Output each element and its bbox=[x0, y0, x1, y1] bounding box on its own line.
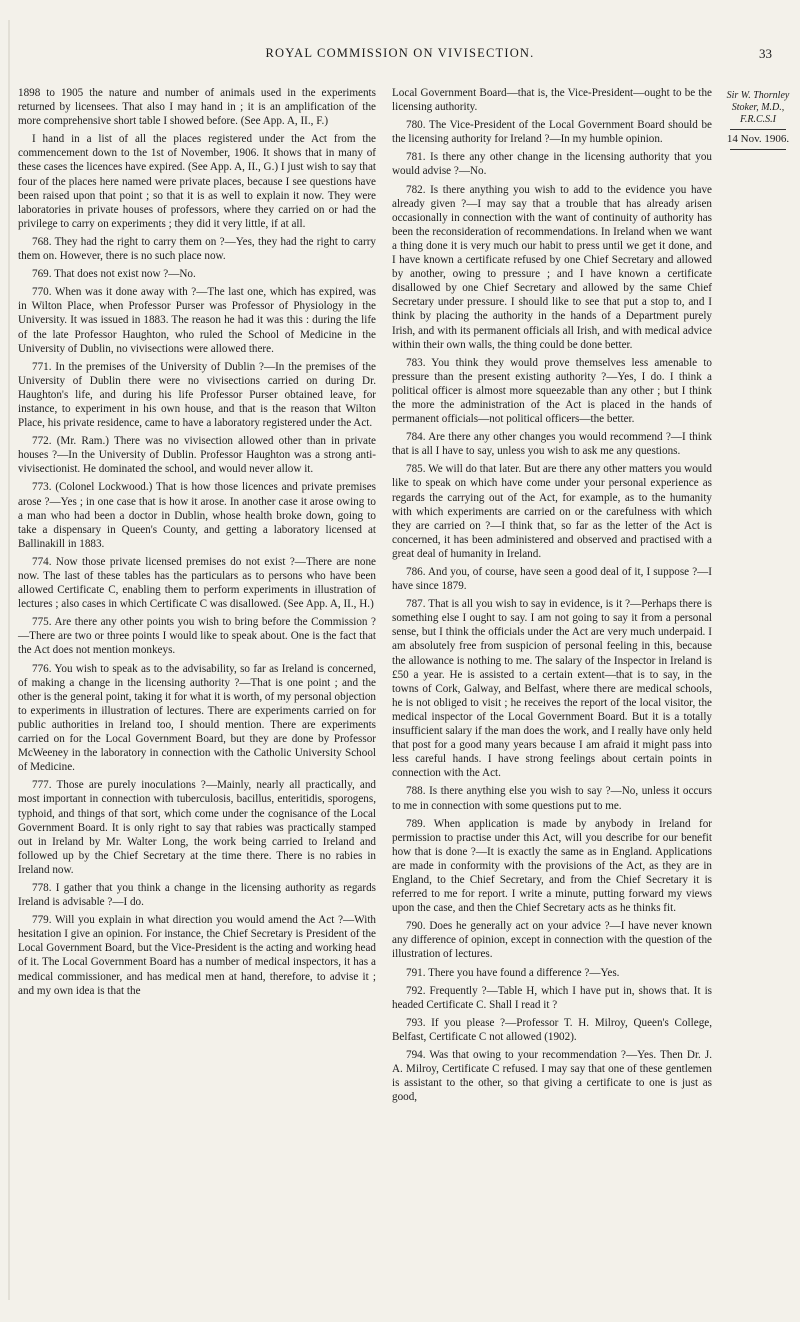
paragraph: 771. In the premises of the University of Dublin ?—In the premises of the University of Dublin there were no vivisections carried on during Dr. Haughton's life, and during his life Professor Purser obtained leave, for instance, to experiment in his own house, and that is the reason that Wilton Place, his private residence, came to have a laboratory registered under the Act. bbox=[18, 360, 376, 430]
paragraph: 787. That is all you wish to say in evidence, is it ?—Perhaps there is something else I ought to say. I am not going to say it from a personal sense, but I think the officials under the Act are very much underpaid. I am absolutely free from suspicion of personal feeling in this, because the allowance is nothing to me. The salary of the Inspector in Ireland is £50 a year. He is assisted to a certain extent—that is to say, in the towns of Cork, Galway, and Belfast, where there are medical schools, he is not obliged to visit ; he receives the report of the local visitor, the medical inspector of the Local Government Board. But it is a totally insufficient salary if the man does the work, and I really have only held that post for a good many years because I am afraid it might pass into less careful hands. I have strong feelings about certain points in connection with the Act. bbox=[392, 598, 712, 780]
paragraph: 793. If you please ?—Professor T. H. Milroy, Queen's College, Belfast, Certificate C not allowed (1902). bbox=[392, 1016, 712, 1043]
paragraph: 773. (Colonel Lockwood.) That is how those licences and private premises arose ?—Yes ; in one case that is how it arose. In another case it arose owing to a man who had been a doctor in Dublin, whose health broke down, going to take a dispensary in Queen's County, and getting a laboratory licensed at Ballinakill in 1883. bbox=[18, 481, 376, 550]
page-header bbox=[0, 46, 800, 62]
divider bbox=[730, 149, 786, 150]
paragraph: 782. Is there anything you wish to add to the evidence you have already given ?—I may say that a trouble that has already arisen occasionally in connection with the want of continuity of authority has been the reconsideration of recommendations. In Ireland when we want a thing done it is very much our habit to press until we get it done, and I have known a certificate refused by one Chief Secretary and allowed by another, owing to pressure ; and I have known a certificate disallowed by one Chief Secretary and allowed by the same Chief Secretary under pressure. I should like to see that put a stop to, and I think by placing the authority in the hands of a Department purely Irish, and with its permanent officials all Irish, and with medical advice within their own walls, the thing could be done better. bbox=[392, 183, 712, 351]
paragraph: 794. Was that owing to your recommendation ?—Yes. Then Dr. J. A. Milroy, Certificate C refused. I may say that one of these gentlemen is assistant to the other, so that giving a certificate to one is just as good, bbox=[392, 1049, 712, 1104]
paragraph: 768. They had the right to carry them on ?—Yes, they had the right to carry them on. However, there is no such place now. bbox=[18, 235, 376, 263]
paragraph: 769. That does not exist now ?—No. bbox=[32, 268, 196, 281]
paragraph: 788. Is there anything else you wish to say ?—No, unless it occurs to me in connection with some questions put to me. bbox=[392, 785, 712, 812]
paragraph: 792. Frequently ?—Table H, which I have put in, shows that. It is headed Certificate C. Shall I read it ? bbox=[392, 984, 712, 1011]
paragraph: 786. And you, of course, have seen a good deal of it, I suppose ?—I have since 1879. bbox=[392, 566, 712, 593]
paragraph: 784. Are there any other changes you would recommend ?—I think that is all I have to say, unless you wish to ask me any questions. bbox=[392, 431, 712, 458]
paragraph: 1898 to 1905 the nature and number of animals used in the experiments returned by licensees. That also I may hand in ; it is an amplification of the more comprehensive short table I showed before. (See App. A, II., F.) bbox=[18, 87, 376, 128]
paragraph: 781. Is there any other change in the licensing authority that you would advise ?—No. bbox=[392, 151, 712, 178]
paragraph: 774. Now those private licensed premises do not exist ?—There are none now. The last of these tables has the particulars as to persons who have been allowed Certificate C, enabling them to perform experiments in illustration of lectures ; also cases in which Certificate C was disallowed. (See App. A, II., H.) bbox=[18, 555, 376, 611]
paragraph: 780. The Vice-President of the Local Government Board should be the licensing authority for Ireland ?—In my humble opinion. bbox=[392, 119, 712, 146]
paragraph: 790. Does he generally act on your advice ?—I have never known any difference of opinion, except in connection with the question of the illustration of lectures. bbox=[392, 920, 712, 961]
witness-margin-note bbox=[722, 90, 794, 153]
paragraph: 777. Those are purely inoculations ?—Mainly, nearly all practically, and most important in connection with tuberculosis, bacillus, enteritidis, sporogens, typhoid, and things of that sort, which come under the cognisance of the Local Government Board. It is only right to say that rabies was practically stamped out in Ireland by Mr. Walter Long, the work being carried to Ireland and followed up by the Chief Secretary at the time there. There is no rabies in Ireland now. bbox=[18, 779, 376, 876]
paragraph: 778. I gather that you think a change in the licensing authority as regards Ireland is advisable ?—I do. bbox=[18, 881, 376, 909]
running-title: ROYAL COMMISSION ON VIVISECTION. bbox=[265, 46, 535, 60]
paragraph: 779. Will you explain in what direction you would amend the Act ?—With hesitation I give an opinion. For instance, the Chief Secretary is President of the Local Government Board, but the Vice-President is the acting and working head of it. The Local Government Board has a number of medical inspectors, it has a medical commissioner, and has medical men at hand, therefore, to advise it ; and my own idea is that the bbox=[18, 914, 376, 997]
paragraph: 770. When was it done away with ?—The last one, which has expired, was in Wilton Place, when Professor Purser was Professor of Physiology in the University. It was issued in 1883. The reason he had it was this : during the life of the late Professor Haughton, who ruled the School of Medicine in the University of Dublin, no vivisections were allowed there. bbox=[18, 286, 376, 355]
paragraph: 789. When application is made by anybody in Ireland for permission to practise under this Act, will you describe for our benefit how that is done ?—It is exactly the same as in England. Applications are made in conformity with the provisions of the Act, as they are in England, to the Chief Secretary, and from the Chief Secretary it is referred to me for report. I write a minute, putting forward my views upon the case, and then the Chief Secretary acts as he thinks fit. bbox=[392, 817, 712, 915]
paragraph: I hand in a list of all the places registered under the Act from the commencement down to the 1st of November, 1906. It shows that in many of these cases the licences have expired. (See App. A, II., G.) I just wish to say that four of the places here named were private places, because I see questions have been raised upon that point ; so that it is as well to explain it now. They were laboratories in private houses of professors, where they carried on or had the privilege to carry on experiments ; they did it very little, if at all. bbox=[18, 133, 376, 230]
paragraph: 783. You think they would prove themselves less amenable to pressure than the present existing authority ?—Yes, I do. I think a political officer is almost more squeezable than any other ; but I think the more the administration of the Act is placed in the hands of permanent officials—not political officers—the better. bbox=[392, 356, 712, 426]
witness-name: Sir W. Thornley Stoker, M.D., F.R.C.S.I bbox=[726, 90, 790, 125]
paragraph: 791. There you have found a difference ?—Yes. bbox=[406, 966, 620, 979]
divider bbox=[730, 129, 786, 130]
paragraph: Local Government Board—that is, the Vice-President—ought to be the licensing authority. bbox=[392, 87, 712, 114]
left-column bbox=[18, 86, 376, 1002]
right-column bbox=[392, 86, 712, 1108]
paragraph: 775. Are there any other points you wish to bring before the Commission ?—There are two or three points I would like to speak about. One is the fact that the Act does not mention monkeys. bbox=[18, 616, 376, 657]
page-number: 33 bbox=[759, 46, 772, 61]
paragraph: 772. (Mr. Ram.) There was no vivisection allowed other than in private houses ?—In the University of Dublin. Professor Haughton was a strong anti-vivisectionist. He dominated the school, and would never allow it. bbox=[18, 435, 376, 476]
paragraph: 776. You wish to speak as to the advisability, so far as Ireland is concerned, of making a change in the licensing authority ?—That is one point ; and the other is the general point, taking it for what it is worth, of my personal objection to experiments in illustration of lectures. There are experiments carried on for public authorities in Ireland too, I should mention. There are experiments carried on for the Local Government Board, but they are done by Professor McWeeney in the laboratory in connection with the Catholic University School of Medicine. bbox=[18, 662, 376, 774]
hearing-date: 14 Nov. 1906. bbox=[726, 133, 790, 145]
paragraph: 785. We will do that later. But are there any other matters you would like to speak on which have come under your personal experience as regards the carrying out of the Act, for example, as to the humanity with which experiments are carried on or the carefulness with which they are carried on ?—I think that, so far as the letter of the Act is concerned, it has been administered and observed and practised with a great deal of humanity in Ireland. bbox=[392, 463, 712, 560]
page-edge-shadow bbox=[8, 20, 10, 1300]
